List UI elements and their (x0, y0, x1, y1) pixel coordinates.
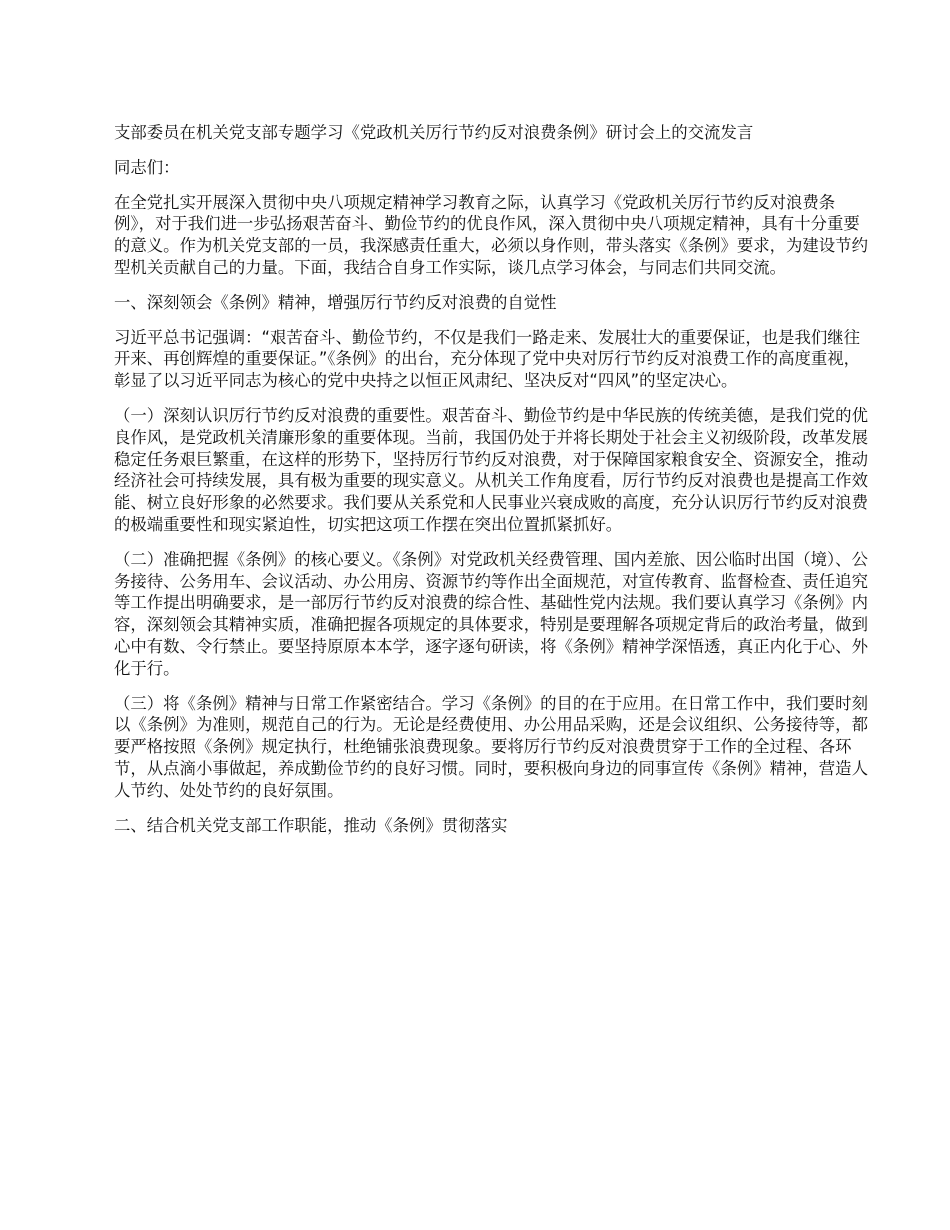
point-1-paragraph: （一）深刻认识厉行节约反对浪费的重要性。艰苦奋斗、勤俭节约是中华民族的传统美德，是我们党的优良作风，是党政机关清廉形象的重要体现。当前，我国仍处于并将长期处于社会主义初级阶段，改革发展稳定任务艰巨繁重，在这样的形势下，坚持厉行节约反对浪费，对于保障国家粮食安全、资源安全，推动经济社会可持续发展，具有极为重要的现实意义。从机关工作角度看，厉行节约反对浪费也是提高工作效能、树立良好形象的必然要求。我们要从关系党和人民事业兴衰成败的高度，充分认识厉行节约反对浪费的极端重要性和现实紧迫性，切实把这项工作摆在突出位置抓紧抓好。 (114, 405, 868, 534)
salutation: 同志们： (114, 157, 180, 177)
section-heading-2: 二、结合机关党支部工作职能，推动《条例》贯彻落实 (114, 815, 508, 835)
document-body (114, 122, 874, 849)
document-title: 支部委员在机关党支部专题学习《党政机关厉行节约反对浪费条例》研讨会上的交流发言 (114, 123, 754, 142)
section-heading-1: 一、深刻领会《条例》精神，增强厉行节约反对浪费的自觉性 (114, 292, 557, 312)
intro-paragraph: 在全党扎实开展深入贯彻中央八项规定精神学习教育之际，认真学习《党政机关厉行节约反对浪费条例》，对于我们进一步弘扬艰苦奋斗、勤俭节约的优良作风，深入贯彻中央八项规定精神，具有十分重要的意义。作为机关党支部的一员，我深感责任重大，必须以身作则，带头落实《条例》要求，为建设节约型机关贡献自己的力量。下面，我结合自身工作实际，谈几点学习体会，与同志们共同交流。 (114, 192, 868, 277)
point-3-paragraph: （三）将《条例》精神与日常工作紧密结合。学习《条例》的目的在于应用。在日常工作中，我们要时刻以《条例》为准则，规范自己的行为。无论是经费使用、办公用品采购，还是会议组织、公务接待等，都要严格按照《条例》规定执行，杜绝铺张浪费现象。要将厉行节约反对浪费贯穿于工作的全过程、各环节，从点滴小事做起，养成勤俭节约的良好习惯。同时，要积极向身边的同事宣传《条例》精神，营造人人节约、处处节约的良好氛围。 (114, 693, 868, 800)
point-2-paragraph: （二）准确把握《条例》的核心要义。《条例》对党政机关经费管理、国内差旅、因公临时出国（境）、公务接待、公务用车、会议活动、办公用房、资源节约等作出全面规范，对宣传教育、监督检查、责任追究等工作提出明确要求，是一部厉行节约反对浪费的综合性、基础性党内法规。我们要认真学习《条例》内容，深刻领会其精神实质，准确把握各项规定的具体要求，特别是要理解各项规定背后的政治考量，做到心中有数、令行禁止。要坚持原原本本学，逐字逐句研读，将《条例》精神学深悟透，真正内化于心、外化于行。 (114, 549, 868, 678)
section1-quote-paragraph: 习近平总书记强调：“艰苦奋斗、勤俭节约，不仅是我们一路走来、发展壮大的重要保证，也是我们继往开来、再创辉煌的重要保证。”《条例》的出台，充分体现了党中央对厉行节约反对浪费工作的高度重视，彰显了以习近平同志为核心的党中央持之以恒正风肃纪、坚决反对“四风”的坚定决心。 (114, 327, 861, 391)
